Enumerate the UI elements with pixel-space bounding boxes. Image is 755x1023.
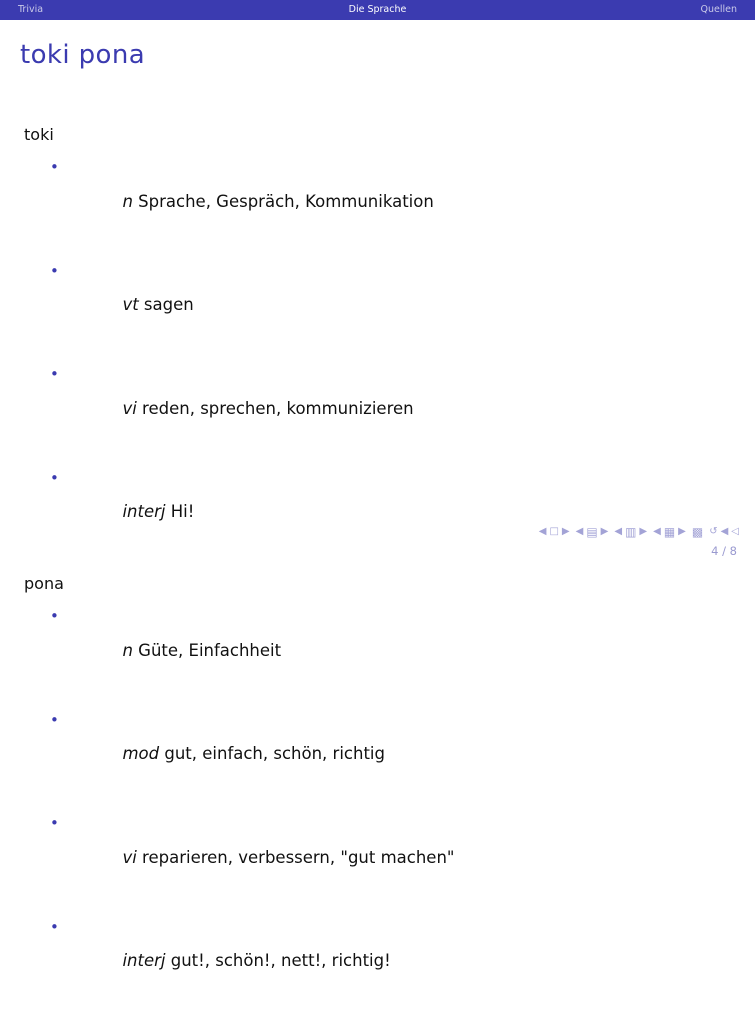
part-of-speech: vt — [122, 295, 139, 314]
part-of-speech: vi — [122, 847, 137, 867]
definition-text: sagen — [138, 295, 194, 314]
list-item — [22, 150, 722, 254]
part-of-speech: n — [122, 191, 133, 211]
header-section-left[interactable]: Trivia — [18, 4, 44, 15]
bullet-icon: • — [50, 365, 59, 383]
list-item — [22, 254, 722, 358]
list-item — [22, 357, 722, 461]
nav-group-back[interactable] — [709, 527, 739, 537]
navigation-bar[interactable] — [539, 526, 739, 538]
prev-slide-icon[interactable]: ◀ — [653, 526, 661, 537]
bullet-icon: • — [50, 158, 59, 176]
slide-content — [22, 125, 722, 1023]
nav-group-end[interactable] — [692, 526, 703, 538]
part-of-speech: interj — [122, 951, 166, 970]
entry-group-pona — [22, 574, 722, 1013]
definition-text: Hi! — [165, 502, 195, 521]
part-of-speech: mod — [122, 744, 160, 763]
nav-group-section[interactable] — [614, 526, 647, 538]
bullet-icon: • — [50, 468, 59, 487]
list-item — [22, 599, 722, 703]
definition-text: Güte, Einfachheit — [132, 640, 282, 660]
subsection-icon[interactable]: ▤ — [586, 525, 598, 539]
definition-text: gut!, schön!, nett!, richtig! — [165, 951, 391, 970]
slide-icon[interactable]: ▦ — [663, 525, 676, 539]
search-back-icon[interactable]: ◀ — [720, 526, 729, 537]
definition-text: Sprache, Gespräch, Kommunikation — [132, 191, 434, 211]
header-section-current[interactable]: Die Sprache — [348, 4, 407, 15]
frame-icon[interactable]: □ — [549, 526, 559, 537]
page-title: toki pona — [20, 40, 146, 70]
page-number: 4 / 8 — [711, 544, 737, 558]
definition-text: reparieren, verbessern, "gut machen" — [136, 847, 455, 867]
nav-group-frame[interactable] — [539, 527, 570, 537]
entry-group-toki — [22, 125, 722, 564]
list-item — [22, 461, 722, 565]
next-section-icon[interactable]: ▶ — [639, 526, 648, 537]
bullet-icon: • — [50, 710, 59, 729]
next-subsection-icon[interactable]: ▶ — [600, 526, 609, 537]
definition-text: gut, einfach, schön, richtig — [159, 744, 385, 763]
list-item — [22, 910, 722, 1014]
list-item — [22, 806, 722, 910]
next-slide-icon[interactable]: ▶ — [678, 526, 686, 537]
list-item — [22, 703, 722, 807]
bullet-icon: • — [50, 261, 59, 280]
definition-list — [22, 150, 722, 564]
header-bar — [0, 0, 755, 20]
back-icon[interactable]: ↺ — [709, 526, 718, 537]
search-forward-icon[interactable]: ◁ — [731, 526, 739, 537]
part-of-speech: vi — [122, 398, 137, 418]
next-frame-icon[interactable]: ▶ — [561, 526, 570, 537]
header-section-right[interactable]: Quellen — [700, 4, 737, 15]
bullet-icon: • — [50, 607, 59, 625]
entry-headword: toki — [24, 125, 54, 144]
nav-group-subsection[interactable] — [576, 526, 609, 538]
part-of-speech: n — [122, 640, 133, 660]
prev-subsection-icon[interactable]: ◀ — [575, 526, 584, 537]
entry-headword: pona — [24, 574, 64, 593]
nav-group-slide[interactable] — [653, 526, 686, 538]
bullet-icon: • — [50, 917, 59, 936]
section-icon[interactable]: ▥ — [625, 525, 637, 539]
last-slide-icon[interactable]: ▩ — [691, 525, 704, 539]
definition-text: reden, sprechen, kommunizieren — [136, 398, 414, 418]
prev-section-icon[interactable]: ◀ — [614, 526, 623, 537]
prev-frame-icon[interactable]: ◀ — [538, 526, 547, 537]
bullet-icon: • — [50, 814, 59, 832]
part-of-speech: interj — [122, 502, 166, 521]
definition-list — [22, 599, 722, 1013]
